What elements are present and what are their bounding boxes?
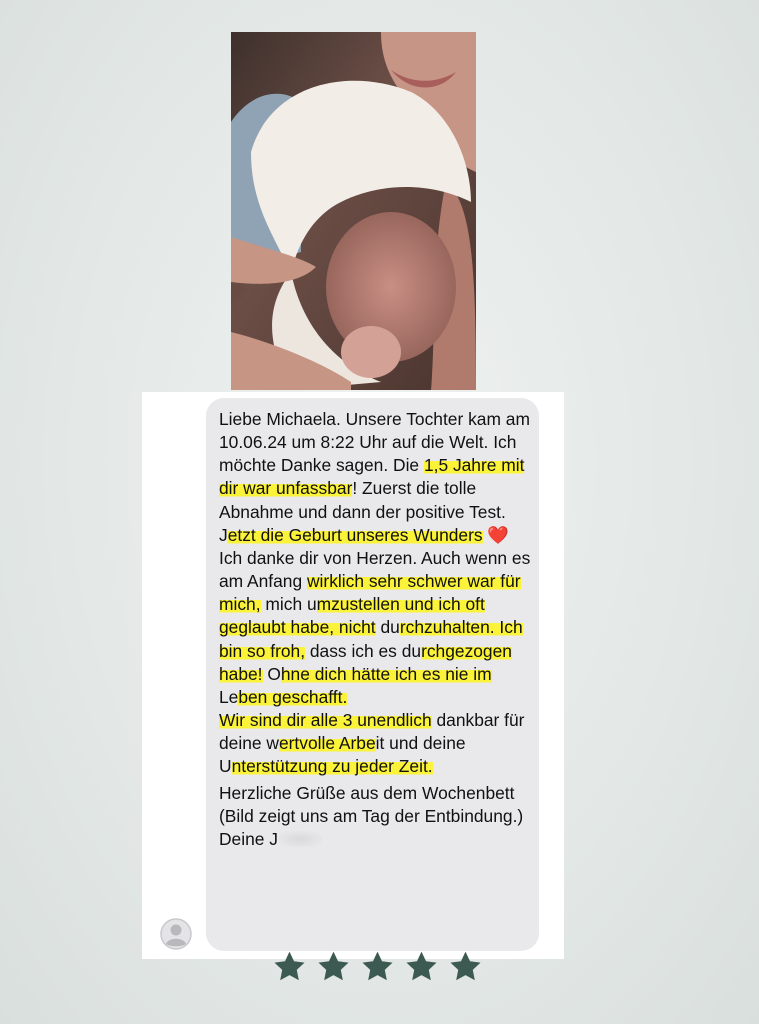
highlighted-text: nterstützung zu jeder Zeit. [231,756,433,777]
message-text-segment: it und deine U [219,733,466,777]
star-icon [272,949,307,984]
message-paragraph-2 [219,709,531,778]
star-icon [360,949,395,984]
message-text-segment: O [262,663,281,684]
star-icon [316,949,351,984]
message-paragraph-3 [219,782,531,851]
message-text-segment: dankbar für deine w [219,710,525,754]
star-rating [272,946,492,986]
newborn-photo [231,32,476,390]
user-avatar-icon [160,918,192,950]
highlighted-text: wirklich sehr schwer war für mich, [219,571,521,615]
star-icon [404,949,439,984]
highlighted-text: etzt die Geburt unseres Wunders [227,524,483,545]
message-text-segment: ! Zuerst die tolle Abnahme und dann der positive Test. J [219,478,506,545]
redacted-name [278,831,322,847]
message-text-segment: Ich danke dir von Herzen. Auch wenn es am Anfang [219,547,531,592]
highlighted-text: hne dich hätte ich es nie im [280,663,492,684]
message-text-segment: du [375,617,400,638]
highlighted-text: ben geschafft. [238,686,348,707]
message-paragraph-1 [219,408,531,709]
message-text-segment: mich u [260,594,317,615]
highlighted-text: ertvolle Arbe [278,733,376,754]
message-text-segment: Liebe Michaela. Unsere Tochter kam am 10.06.24 um 8:22 Uhr auf die Welt. Ich möchte Danke sagen. Die [219,409,530,476]
highlighted-text: mzustellen und ich oft ge [219,594,485,638]
message-text [219,408,531,851]
photo-illustration [231,32,476,390]
highlighted-text: rchgezogen habe! [219,640,512,684]
highlighted-text: glaubt habe, nicht [238,617,376,638]
highlighted-text: Wir sind dir alle 3 unendlich [219,710,432,731]
heart-emoji-icon: ❤️ [487,524,510,545]
highlighted-text: rchzuhalten. Ich bin so froh, [219,617,523,661]
star-icon [448,949,483,984]
message-signature: Herzliche Grüße aus dem Wochenbett (Bild zeigt uns am Tag der Entbindung.) Deine J [219,782,524,849]
message-text-segment: dass ich es du [305,640,422,661]
highlighted-text: 1,5 Jahre mit dir war unfassbar [219,455,525,499]
message-text-segment: Le [219,686,239,707]
